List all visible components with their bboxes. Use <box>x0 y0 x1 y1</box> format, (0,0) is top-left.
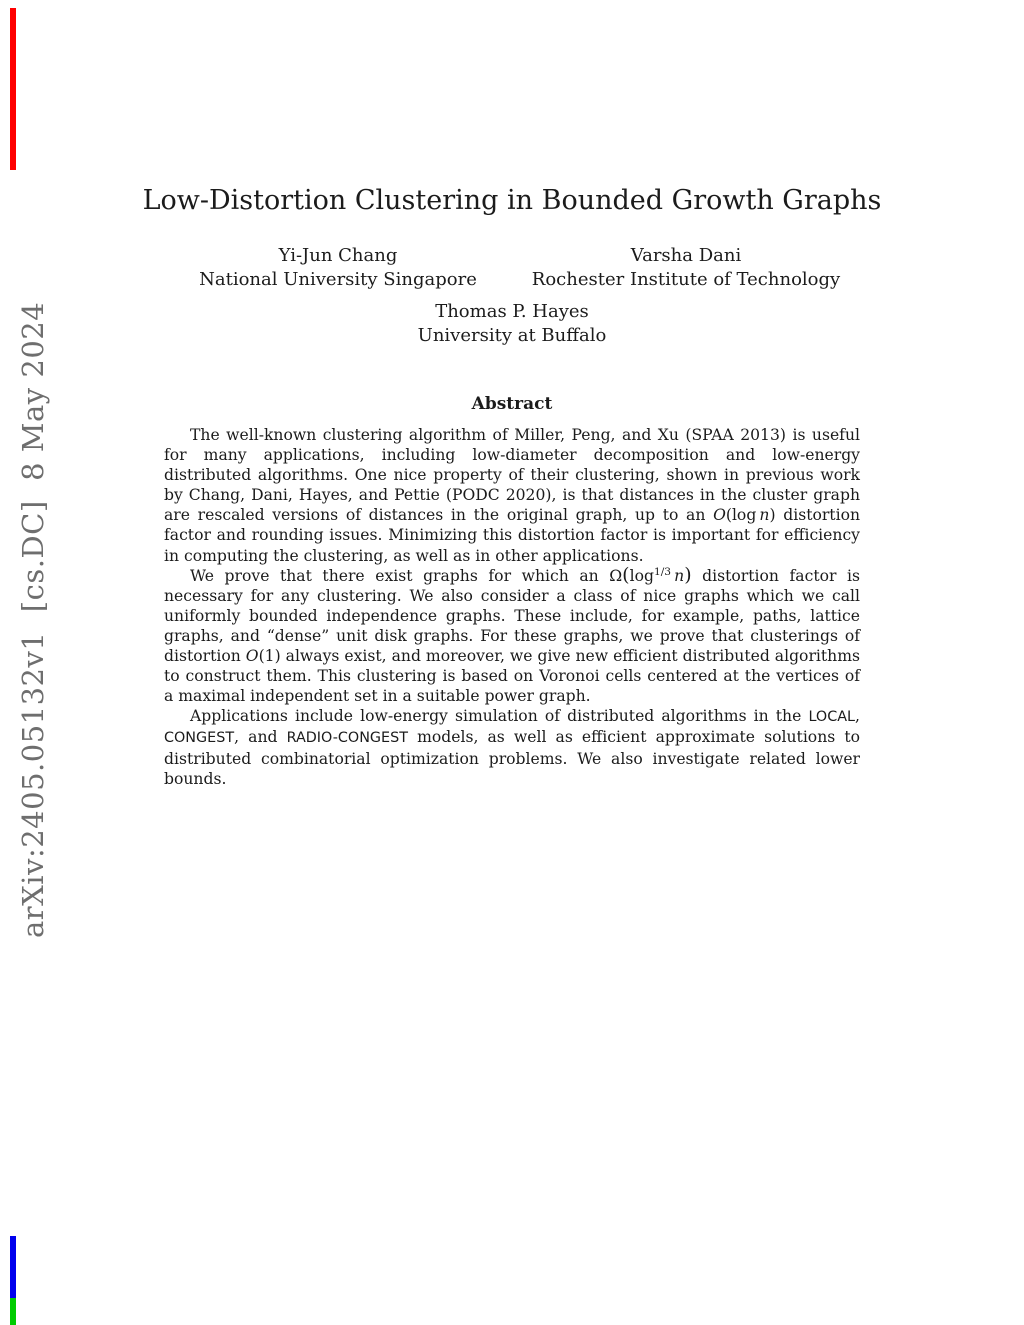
author-affiliation: University at Buffalo <box>417 325 607 346</box>
page-title: Low-Distortion Clustering in Bounded Growth Graphs <box>142 185 882 216</box>
author-name: Yi-Jun Chang <box>278 245 398 266</box>
abstract-paragraph: We prove that there exist graphs for which an $\Omega(\log^{1/3}$ n) distortion factor is necessary for any clustering. We also consider a class of nice graphs which we call uniformly bounded independence graphs. These include, for example, paths, lattice graphs, and “dense” unit disk graphs. For these graphs, we prove that clusterings of distortion O(1) always exist, and moreover, we give new efficient distributed algorithms to construct them. This clustering is based on Voronoi cells centered at the vertices of a maximal independent set in a suitable power graph. <box>164 563 860 706</box>
abstract-paragraph: Applications include low-energy simulation of distributed algorithms in the LOCAL, CONGEST, and RADIO-CONGEST models, as well as efficient approximate solutions to distributed combinatorial optimization problems. We also investigate related lower bounds. <box>164 707 860 788</box>
authors-row-1 <box>164 244 860 292</box>
author-affiliation: Rochester Institute of Technology <box>531 269 841 290</box>
abstract-body <box>164 425 860 789</box>
author-name: Varsha Dani <box>630 245 742 266</box>
blue-edge-mark <box>10 1236 16 1298</box>
author-name: Thomas P. Hayes <box>435 301 589 322</box>
author-block-2 <box>512 244 860 292</box>
abstract-paragraph: The well-known clustering algorithm of Miller, Peng, and Xu (SPAA 2013) is useful for many applications, including low-diameter decomposition and low-energy distributed algorithms. One nice property of their clustering, shown in previous work by Chang, Dani, Hayes, and Pettie (PODC 2020), is that distances in the cluster graph are rescaled versions of distances in the original graph, up to an O(log n) distortion factor and rounding issues. Minimizing this distortion factor is important for efficiency in computing the clustering, as well as in other applications. <box>164 426 860 565</box>
author-block-1 <box>164 244 512 292</box>
green-edge-mark <box>10 1298 16 1325</box>
abstract-heading: Abstract <box>471 394 553 414</box>
author-affiliation: National University Singapore <box>199 269 477 290</box>
arxiv-watermark: arXiv:2405.05132v1 [cs.DC] 8 May 2024 <box>16 301 50 938</box>
red-edge-mark <box>10 8 16 170</box>
author-block-3 <box>164 300 860 348</box>
